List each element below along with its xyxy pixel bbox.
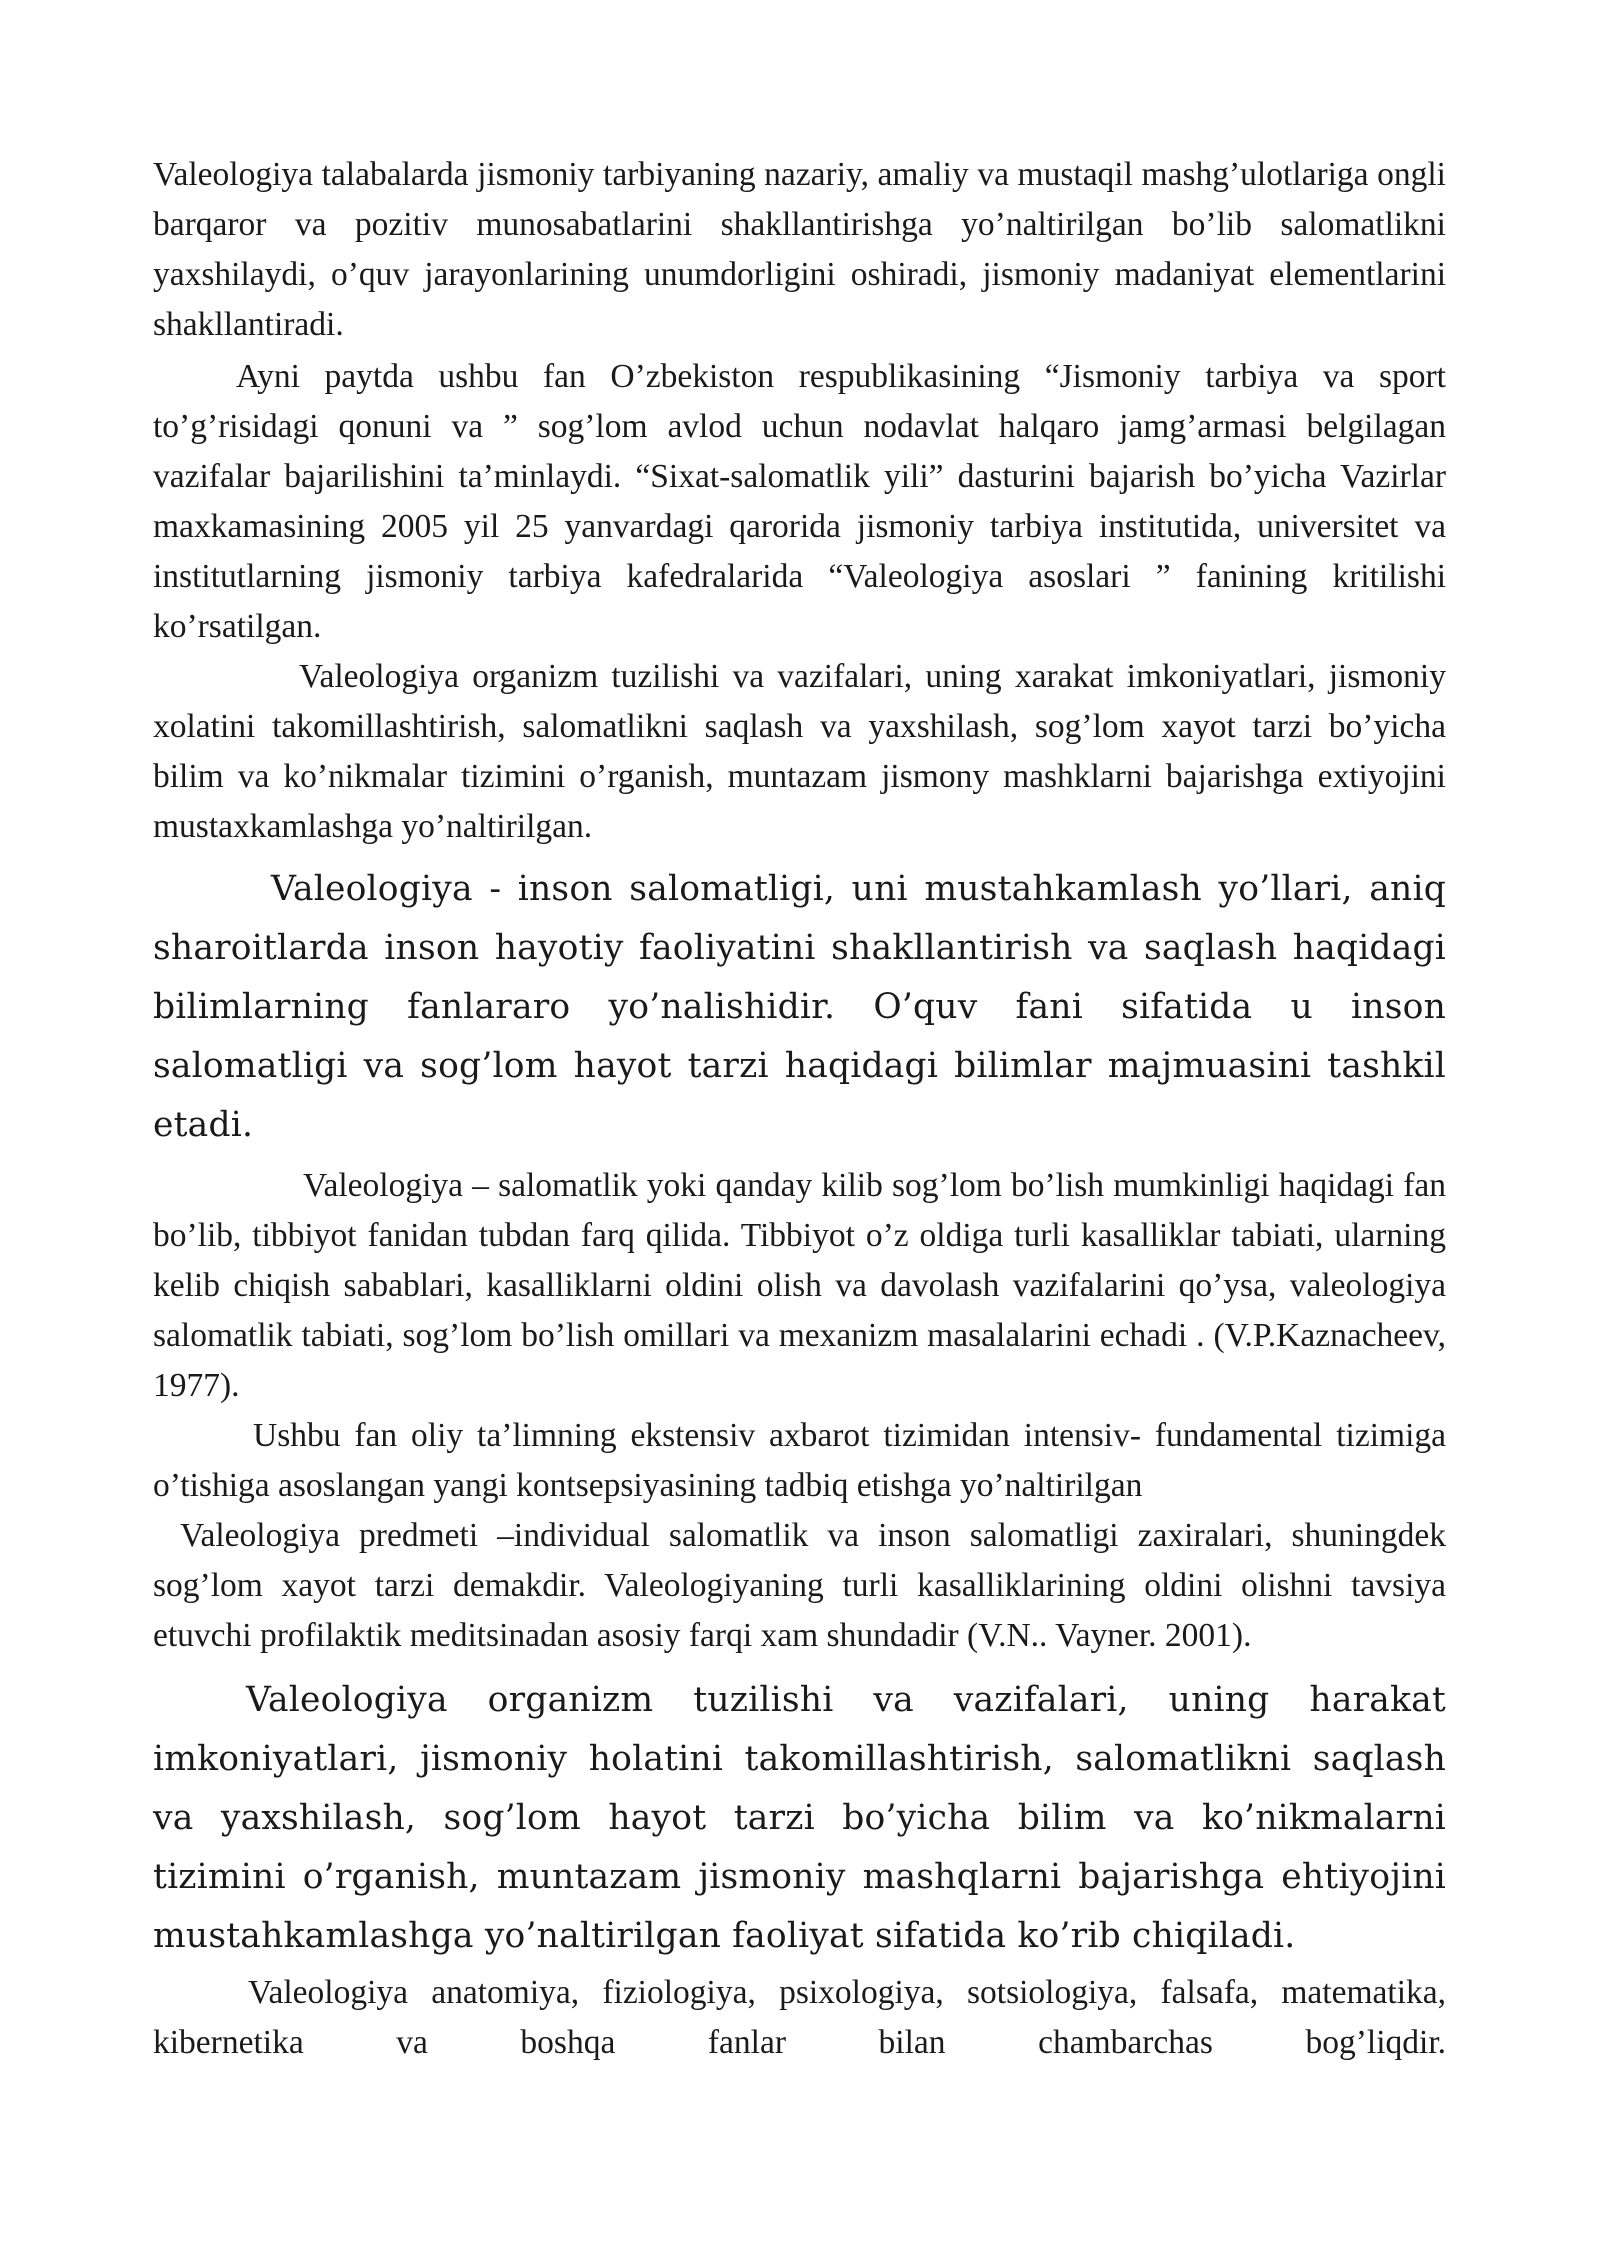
paragraph-definition: Valeologiya - inson salomatligi, uni mustahkamlash yo’llari, aniq sharoitlarda inson hayotiy faoliyatini shakllantirish va saqlash haqidagi bilimlarning fanlararo yo’nalishidir. O’quv fani sifatida u inson salomatligi va sog’lom hayot tarzi haqidagi bilimlar majmuasini tashkil etadi. [153, 869, 1446, 1145]
paragraph-activity: Valeologiya organizm tuzilishi va vazifalari, uning harakat imkoniyatlari, jismoniy holatini takomillashtirish, salomatlikni saqlash va yaxshilash, sog’lom hayot tarzi bo’yicha bilim va ko’nikmalarni tizimini o’rganish, muntazam jismoniy mashqlarni bajarishga ehtiyojini mustahkamlashga yo’naltirilgan faoliyat sifatida ko’rib chiqiladi. [153, 1680, 1446, 1956]
paragraph-subject: Valeologiya predmeti –individual salomatlik va inson salomatligi zaxiralari, shuningdek sog’lom xayot tarzi demakdir. Valeologiyaning turli kasalliklarining oldini olishni tavsiya etuvchi profilaktik meditsinadan asosiy farqi xam shundadir (V.N.. Vayner. 2001). [153, 1517, 1446, 1654]
paragraph-valeologiya-purpose: Valeologiya talabalarda jismoniy tarbiyaning nazariy, amaliy va mustaqil mashg’ulotlariga ongli barqaror va pozitiv munosabatlarini shakllantirishga yo’naltirilgan bo’lib salomatlikni yaxshilaydi, o’quv jarayonlarining unumdorligini oshiradi, jismoniy madaniyat elementlarini shakllantiradi. [153, 156, 1446, 343]
paragraph-law-reference: Ayni paytda ushbu fan O’zbekiston respublikasining “Jismoniy tarbiya va sport to’g’risidagi qonuni va ” sog’lom avlod uchun nodavlat halqaro jamg’armasi belgilagan vazifalar bajarilishini ta’minlaydi. “Sixat-salomatlik yili” dasturini bajarish bo’yicha Vazirlar maxkamasining 2005 yil 25 yanvardagi qarorida jismoniy tarbiya institutida, universitet va institutlarning jismoniy tarbiya kafedralarida “Valeologiya asoslari ” fanining kritilishi ko’rsatilgan. [153, 358, 1446, 645]
paragraph-education-concept: Ushbu fan oliy ta’limning ekstensiv axbarot tizimidan intensiv- fundamental tizimiga o’tishiga asoslangan yangi kontsepsiyasining tadbiq etishga yo’naltirilgan [153, 1417, 1446, 1504]
document-page [153, 150, 1446, 2068]
paragraph-medicine-difference: Valeologiya – salomatlik yoki qanday kilib sog’lom bo’lish mumkinligi haqidagi fan bo’lib, tibbiyot fanidan tubdan farq qilida. Tibbiyot o’z oldiga turli kasalliklar tabiati, ularning kelib chiqish sabablari, kasalliklarni oldini olish va davolash vazifalarini qo’ysa, valeologiya salomatlik tabiati, sog’lom bo’lish omillari va mexanizm masalalarini echadi . (V.P.Kaznacheev, 1977). [153, 1167, 1446, 1404]
paragraph-related-sciences: Valeologiya anatomiya, fiziologiya, psixologiya, sotsiologiya, falsafa, matematika, kibernetika va boshqa fanlar bilan chambarchas bog’liqdir. [153, 1974, 1446, 2061]
paragraph-organism-structure: Valeologiya organizm tuzilishi va vazifalari, uning xarakat imkoniyatlari, jismoniy xolatini takomillashtirish, salomatlikni saqlash va yaxshilash, sog’lom xayot tarzi bo’yicha bilim va ko’nikmalar tizimini o’rganish, muntazam jismony mashklarni bajarishga extiyojini mustaxkamlashga yo’naltirilgan. [153, 658, 1446, 845]
